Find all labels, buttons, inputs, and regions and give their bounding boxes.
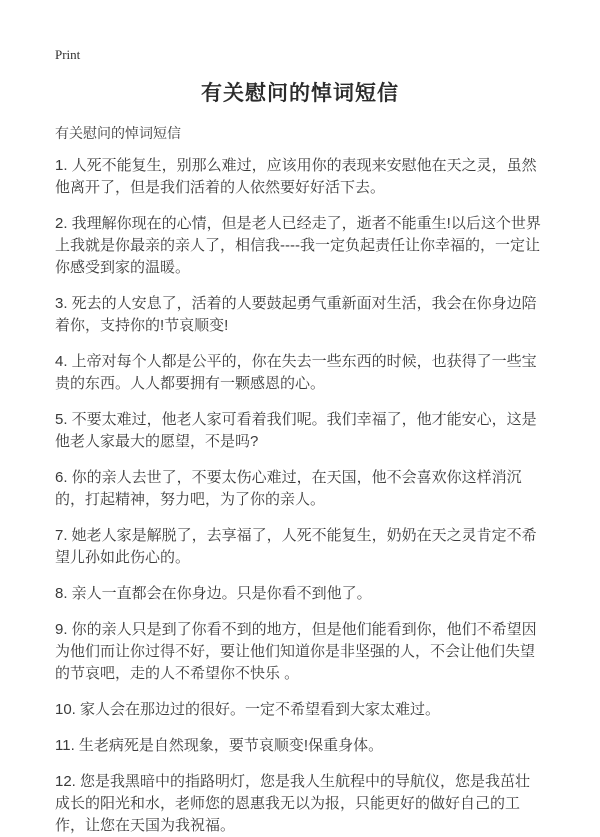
paragraph: 1. 人死不能复生，别那么难过，应该用你的表现来安慰他在天之灵，虽然他离开了，但是我们活着的人依然要好好活下去。 (55, 157, 537, 196)
paragraph-list (55, 155, 545, 837)
print-link[interactable]: Print (55, 47, 81, 62)
paragraph: 8. 亲人一直都会在你身边。只是你看不到他了。 (55, 585, 372, 602)
paragraph: 3. 死去的人安息了，活着的人要鼓起勇气重新面对生活，我会在你身边陪着你，支持你的!节哀顺变! (55, 295, 537, 334)
paragraph: 12. 您是我黑暗中的指路明灯，您是我人生航程中的导航仪，您是我茁壮成长的阳光和水，老师您的恩惠我无以为报，只能更好的做好自己的工作，让您在天国为我祝福。 (55, 773, 531, 834)
page-subtitle: 有关慰问的悼词短信 (55, 125, 181, 141)
page-title: 有关慰问的悼词短信 (201, 82, 399, 105)
paragraph: 9. 你的亲人只是到了你看不到的地方，但是他们能看到你，他们不希望因为他们而让你过得不好，要让他们知道你是非坚强的人，不会让他们失望的节哀吧，走的人不希望你不快乐 。 (55, 621, 537, 682)
paragraph: 7. 她老人家是解脱了，去享福了，人死不能复生，奶奶在天之灵肯定不希望儿孙如此伤心的。 (55, 527, 537, 566)
paragraph: 5. 不要太难过，他老人家可看着我们呢。我们幸福了，他才能安心，这是他老人家最大的愿望，不是吗? (55, 411, 537, 450)
paragraph: 2. 我理解你现在的心情，但是老人已经走了，逝者不能重生!以后这个世界上我就是你最亲的亲人了，相信我----我一定负起责任让你幸福的，一定让你感受到家的温暖。 (55, 215, 541, 276)
paragraph: 10. 家人会在那边过的很好。一定不希望看到大家太难过。 (55, 701, 441, 718)
paragraph: 11. 生老病死是自然现象，要节哀顺变!保重身体。 (55, 737, 384, 754)
paragraph: 4. 上帝对每个人都是公平的，你在失去一些东西的时候，也获得了一些宝贵的东西。人人都要拥有一颗感恩的心。 (55, 353, 537, 392)
paragraph: 6. 你的亲人去世了，不要太伤心难过，在天国，他不会喜欢你这样消沉的，打起精神，努力吧，为了你的亲人。 (55, 469, 522, 508)
